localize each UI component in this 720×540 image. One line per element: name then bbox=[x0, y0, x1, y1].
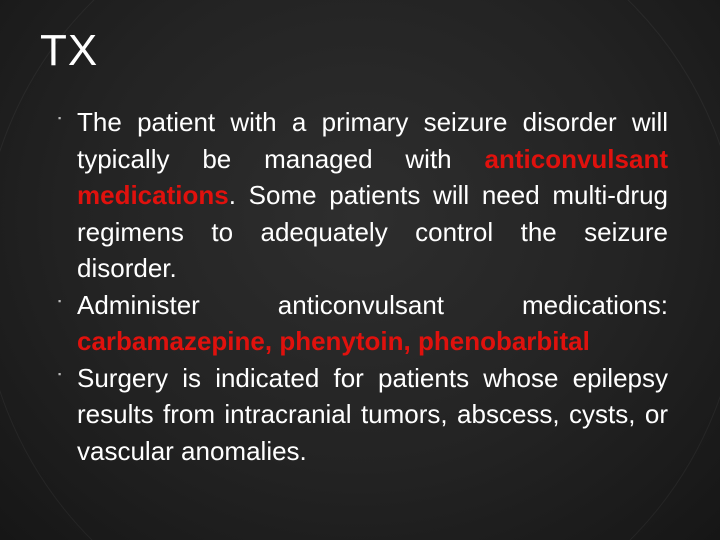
bullet-text bbox=[77, 360, 668, 470]
bullet-text-part: Surgery is indicated for patients whose epilepsy results from intracranial tumors, abscess, cysts, or vascular anomalies. bbox=[77, 362, 668, 466]
slide-title: TX bbox=[40, 26, 99, 75]
bullet-list bbox=[0, 104, 720, 469]
bullet-item bbox=[0, 360, 720, 470]
bullet-text-part: . Some patients will need multi-drug regimens to adequately control the seizure disorder. bbox=[77, 180, 668, 283]
bullet-marker-icon: ▪ bbox=[58, 368, 62, 379]
bullet-text-part: Administer anticonvulsant medications: bbox=[77, 289, 668, 320]
bullet-text bbox=[77, 104, 668, 287]
bullet-item bbox=[0, 287, 720, 360]
bullet-text-part: The patient with a primary seizure disorder will typically be managed with bbox=[77, 107, 668, 174]
bullet-marker-icon: ▪ bbox=[58, 113, 62, 123]
highlight-text: anticonvulsant medications bbox=[77, 143, 668, 210]
bullet-text bbox=[77, 287, 668, 360]
bullet-marker-icon: ▪ bbox=[58, 295, 62, 306]
bullet-item bbox=[0, 104, 720, 287]
highlight-text: carbamazepine, phenytoin, phenobarbital bbox=[77, 326, 590, 356]
